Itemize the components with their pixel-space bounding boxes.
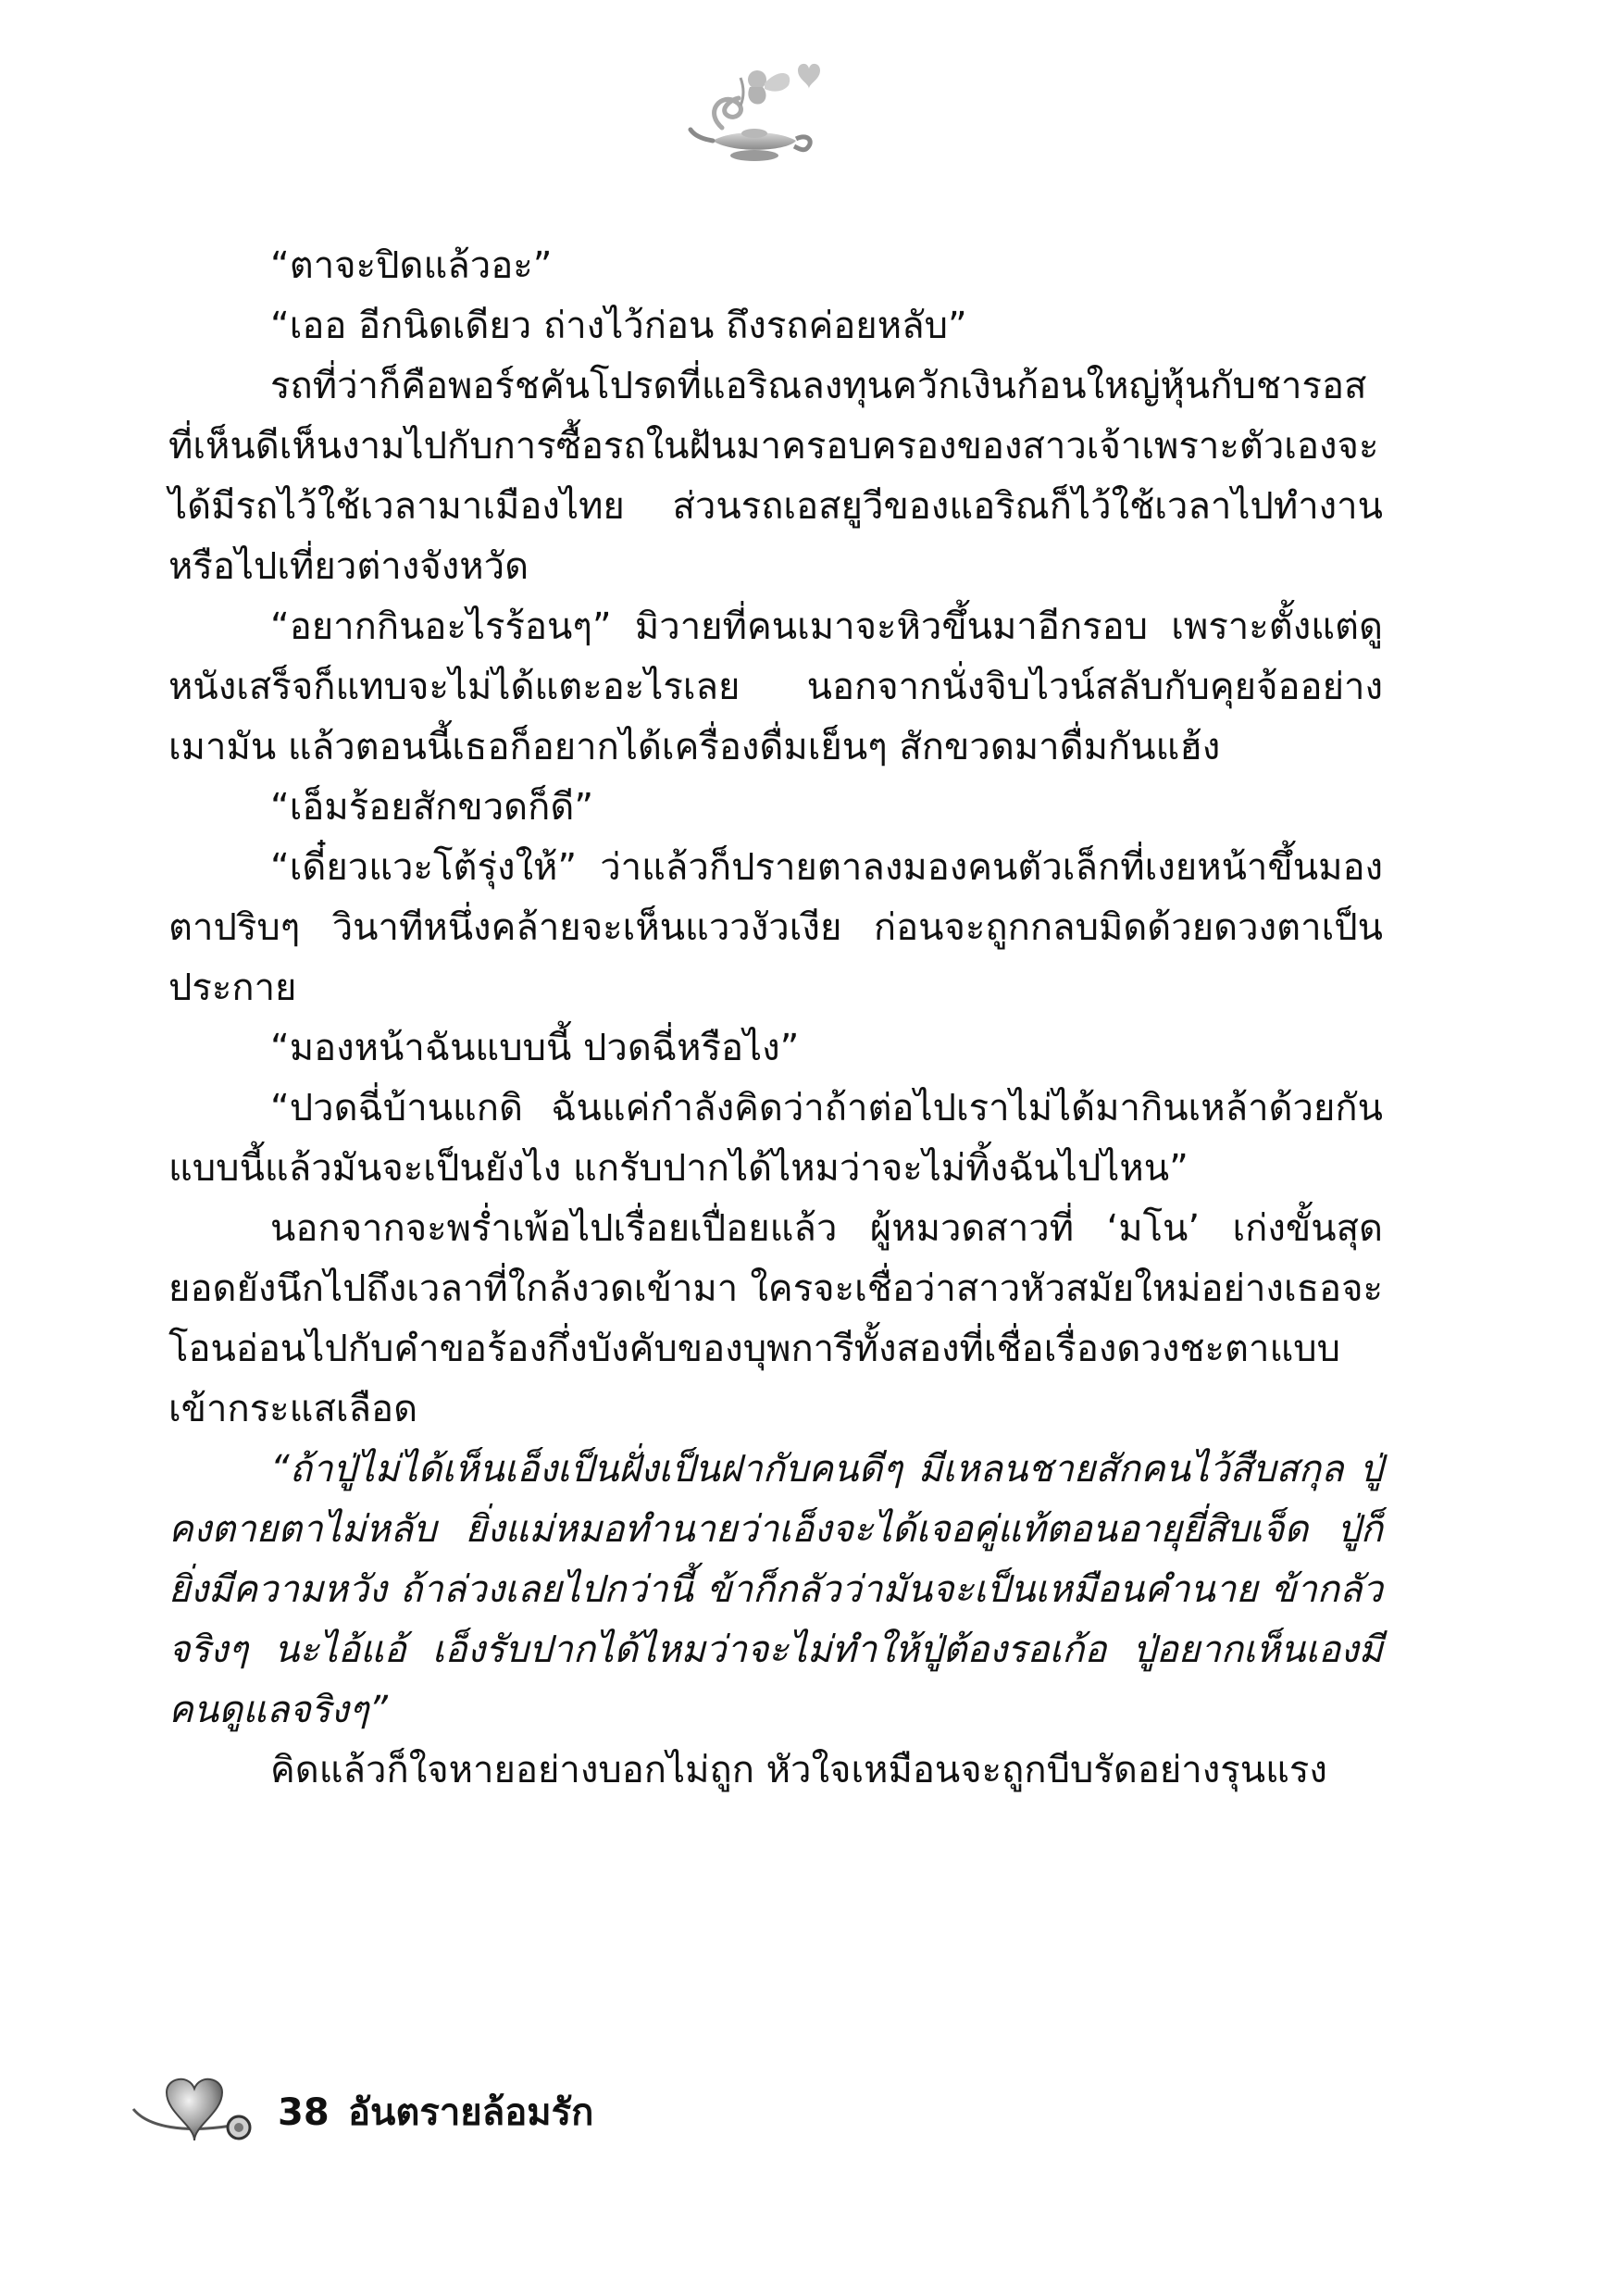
paragraph: รถที่ว่าก็คือพอร์ชคันโปรดที่แอริณลงทุนควักเงินก้อนใหญ่หุ้นกับชารอสที่เห็นดีเห็นงามไปกับการซื้อรถในฝันมาครอบครองของสาวเจ้าเพราะตัวเองจะได้มีรถไว้ใช้เวลามาเมืองไทย ส่วนรถเอสยูวีของแอริณก็ไว้ใช้เวลาไปทำงานหรือไปเที่ยวต่างจังหวัด xyxy=(168,365,1383,588)
genie-lamp-cupid-icon xyxy=(685,56,824,167)
body-text xyxy=(168,236,1383,1801)
paragraph: “เดี๋ยวแวะโต้รุ่งให้” ว่าแล้วก็ปรายตาลงมองคนตัวเล็กที่เงยหน้าขึ้นมองตาปริบๆ วินาทีหนึ่งคล้ายจะเห็นแววงัวเงีย ก่อนจะถูกกลบมิดด้วยดวงตาเป็นประกาย xyxy=(168,846,1383,1009)
paragraph: “ปวดฉี่บ้านแกดิ ฉันแค่กำลังคิดว่าถ้าต่อไปเราไม่ได้มากินเหล้าด้วยกันแบบนี้แล้วมันจะเป็นยังไง แกรับปากได้ไหมว่าจะไม่ทิ้งฉันไปไหน” xyxy=(168,1087,1383,1190)
book-title: อันตรายล้อมรัก xyxy=(348,2091,594,2134)
paragraph: “ตาจะปิดแล้วอะ” xyxy=(270,244,553,287)
paragraph: “อยากกินอะไรร้อนๆ” มิวายที่คนเมาจะหิวขึ้นมาอีกรอบ เพราะตั้งแต่ดูหนังเสร็จก็แทบจะไม่ได้แตะอะไรเลย นอกจากนั่งจิบไวน์สลับกับคุยจ้ออย่างเมามัน แล้วตอนนี้เธอก็อยากได้เครื่องดื่มเย็นๆ สักขวดมาดื่มกันแฮ้ง xyxy=(168,605,1383,768)
paragraph: “มองหน้าฉันแบบนี้ ปวดฉี่หรือไง” xyxy=(270,1027,800,1069)
paragraph: “เออ อีกนิดเดียว ถ่างไว้ก่อน ถึงรถค่อยหลับ” xyxy=(270,305,967,347)
paragraph: “เอ็มร้อยสักขวดก็ดี” xyxy=(270,786,594,829)
paragraph: คิดแล้วก็ใจหายอย่างบอกไม่ถูก หัวใจเหมือนจะถูกบีบรัดอย่างรุนแรง xyxy=(270,1749,1327,1791)
page-footer xyxy=(130,2072,963,2155)
heart-stethoscope-icon xyxy=(130,2072,268,2155)
paragraph-quote: “ถ้าปู่ไม่ได้เห็นเอ็งเป็นฝั่งเป็นฝากับคนดีๆ มีเหลนชายสักคนไว้สืบสกุล ปู่คงตายตาไม่หลับ ยิ่งแม่หมอทำนายว่าเอ็งจะได้เจอคู่แท้ตอนอายุยี่สิบเจ็ด ปู่ก็ยิ่งมีความหวัง ถ้าล่วงเลยไปกว่านี้ ข้าก็กลัวว่ามันจะเป็นเหมือนคำนาย ข้ากลัวจริงๆ นะไอ้แอ้ เอ็งรับปากได้ไหมว่าจะไม่ทำให้ปู่ต้องรอเก้อ ปู่อยากเห็นเองมีคนดูแลจริงๆ” xyxy=(168,1448,1383,1731)
page-number: 38 xyxy=(278,2091,330,2134)
paragraph: นอกจากจะพร่ำเพ้อไปเรื่อยเปื่อยแล้ว ผู้หมวดสาวที่ ‘มโน’ เก่งขั้นสุดยอดยังนึกไปถึงเวลาที่ใกล้งวดเข้ามา ใครจะเชื่อว่าสาวหัวสมัยใหม่อย่างเธอจะโอนอ่อนไปกับคำขอร้องกึ่งบังคับของบุพการีทั้งสองที่เชื่อเรื่องดวงชะตาแบบเข้ากระแสเลือด xyxy=(168,1207,1383,1430)
